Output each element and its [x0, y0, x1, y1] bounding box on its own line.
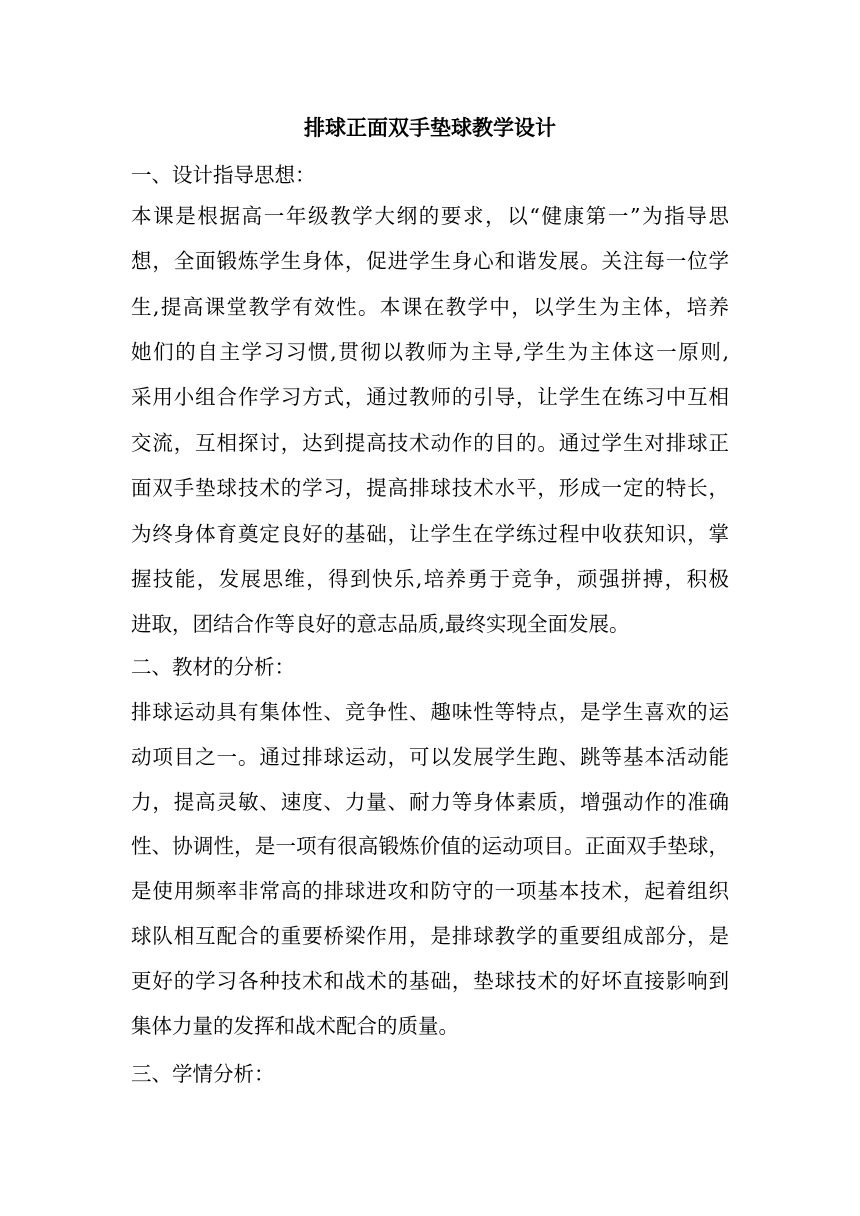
- paragraph-line: 排球运动具有集体性、竞争性、趣味性等特点，是学生喜欢的运: [131, 700, 729, 724]
- document-title: 排球正面双手垫球教学设计: [304, 115, 556, 140]
- paragraph-line: 本课是根据高一年级教学大纲的要求，以“健康第一”为指导思: [131, 204, 729, 228]
- paragraph-line: 面双手垫球技术的学习，提高排球技术水平，形成一定的特长，: [131, 476, 729, 500]
- paragraph-line: 进取，团结合作等良好的意志品质,最终实现全面发展。: [131, 612, 630, 636]
- paragraph-line: 性、协调性，是一项有很高锻炼价值的运动项目。正面双手垫球，: [131, 834, 729, 858]
- paragraph-line: 力，提高灵敏、速度、力量、耐力等身体素质，增强动作的准确: [131, 790, 729, 814]
- paragraph-line: 想，全面锻炼学生身体，促进学生身心和谐发展。关注每一位学: [131, 249, 729, 273]
- paragraph-line: 是使用频率非常高的排球进攻和防守的一项基本技术，起着组织: [131, 879, 729, 903]
- paragraph-line: 采用小组合作学习方式，通过教师的引导，让学生在练习中互相: [131, 385, 729, 409]
- paragraph-line: 生,提高课堂教学有效性。本课在教学中，以学生为主体，培养: [131, 295, 729, 319]
- paragraph-line: 动项目之一。通过排球运动，可以发展学生跑、跳等基本活动能: [131, 745, 729, 769]
- section-heading-guiding-thought: 一、设计指导思想：: [131, 163, 316, 187]
- paragraph-line: 交流，互相探讨，达到提高技术动作的目的。通过学生对排球正: [131, 431, 729, 455]
- section-heading-learner-analysis: 三、学情分析：: [131, 1062, 275, 1086]
- paragraph-line: 她们的自主学习习惯,贯彻以教师为主导,学生为主体这一原则,: [131, 340, 729, 364]
- paragraph-line: 球队相互配合的重要桥梁作用，是排球教学的重要组成部分，是: [131, 924, 729, 948]
- paragraph-line: 集体力量的发挥和战术配合的质量。: [131, 1014, 459, 1038]
- paragraph-line: 握技能，发展思维，得到快乐,培养勇于竞争，顽强拼搏，积极: [131, 567, 729, 591]
- section-heading-material-analysis: 二、教材的分析：: [131, 655, 295, 679]
- paragraph-line: 更好的学习各种技术和战术的基础，垫球技术的好坏直接影响到: [131, 969, 729, 993]
- paragraph-line: 为终身体育奠定良好的基础，让学生在学练过程中收获知识，掌: [131, 522, 729, 546]
